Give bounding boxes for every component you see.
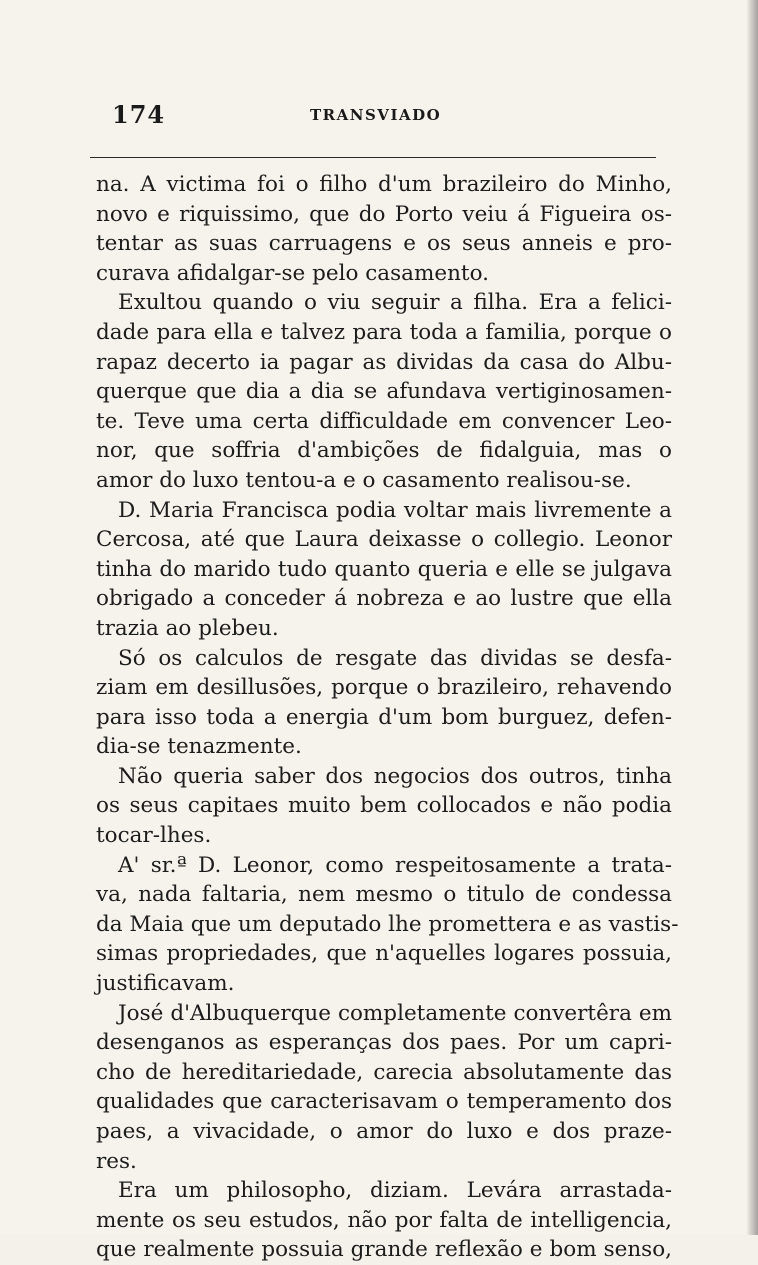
text-line: qualidades que caracterisavam o temperamento dos [96,1089,672,1115]
text-line: paes, a vivacidade, o amor do luxo e dos praze- [96,1119,672,1144]
text-line: dade para ella e talvez para toda a familia, porque o [96,319,672,345]
text-line: A' sr.ª D. Leonor, como respeitosamente a trata- [118,852,672,878]
text-line: obrigado a conceder á nobreza e ao lustre que ella [96,586,672,612]
header-rule [90,157,656,158]
text-line: amor do luxo tentou-a e o casamento realisou-se. [96,467,632,493]
text-line: tinha do marido tudo quanto queria e elle se julgava [96,556,672,582]
text-line: Não queria saber dos negocios dos outros, tinha [118,763,672,789]
text-line: rapaz decerto ia pagar as dividas da casa do Albu- [96,349,672,375]
text-line: Era um philosopho, diziam. Levára arrastada- [118,1178,672,1204]
running-title: TRANSVIADO [310,106,442,124]
text-line: Só os calculos de resgate das dividas se desfa- [118,645,672,671]
text-line: da Maia que um deputado lhe promettera e as vastis- [96,911,679,937]
text-line: tentar as suas carruagens e os seus anneis e pro- [96,231,672,257]
text-line: ziam em desillusões, porque o brazileiro, rehavendo [96,675,672,701]
text-line: simas propriedades, que n'aquelles logares possuia, [96,941,672,967]
text-line: que realmente possuia grande reflexão e bom senso, [96,1237,672,1263]
text-line: te. Teve uma certa difficuldade em convencer Leo- [96,408,672,434]
text-line: Exultou quando o viu seguir a filha. Era a felici- [118,290,672,316]
page-number: 174 [112,100,166,129]
text-line: va, nada faltaria, nem mesmo o titulo de condessa [96,882,672,908]
body-text [96,170,679,1265]
text-line: mente os seu estudos, não por falta de intelligencia, [96,1207,672,1233]
text-line: curava afidalgar-se pelo casamento. [96,260,489,286]
text-line: novo e riquissimo, que do Porto veiu á Figueira os- [96,201,672,227]
text-line: Cercosa, até que Laura deixasse o collegio. Leonor [96,527,672,553]
page-header [112,100,652,130]
text-line: nor, que soffria d'ambições de fidalguia, mas o [96,438,672,464]
text-line: dia-se tenazmente. [96,734,302,760]
text-line: tocar-lhes. [96,823,212,849]
text-line: na. A victima foi o filho d'um brazileiro do Minho, [96,172,672,197]
text-line: justificavam. [96,971,235,997]
text-line: querque que dia a dia se afundava vertiginosamen- [96,379,672,405]
text-line: José d'Albuquerque completamente convertêra em [118,1000,672,1026]
text-line: trazia ao plebeu. [96,615,279,641]
text-line: res. [96,1148,137,1174]
text-line: para isso toda a energia d'um bom burguez, defen- [96,704,672,730]
text-line: desenganos as esperanças dos paes. Por um capri- [96,1030,672,1056]
text-line: D. Maria Francisca podia voltar mais livremente a [118,497,672,523]
text-line: os seus capitaes muito bem collocados e não podia [96,793,672,819]
text-line: cho de hereditariedade, carecia absolutamente das [96,1059,672,1085]
